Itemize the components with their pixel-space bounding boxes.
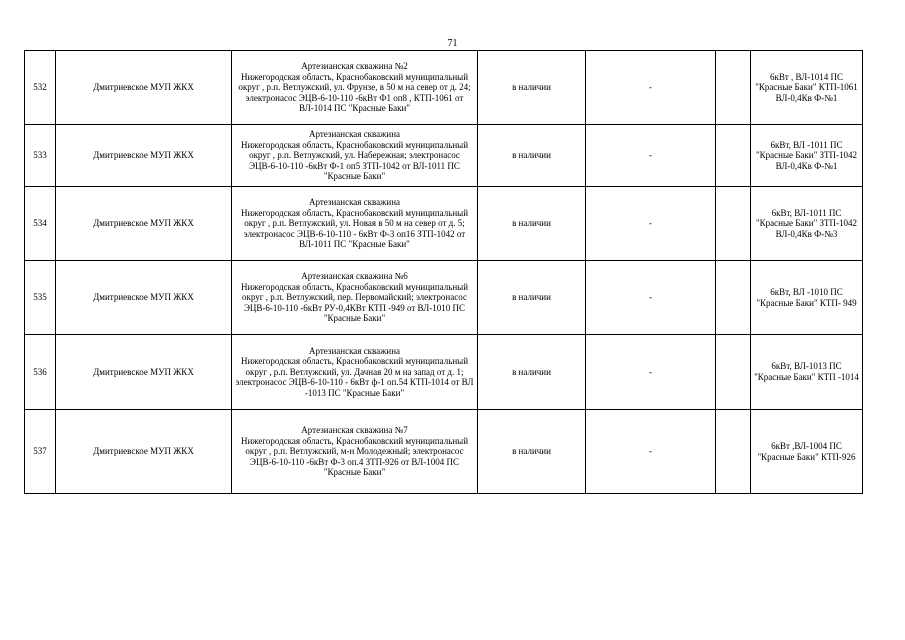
empty-cell [716,125,751,187]
row-number-cell: 532 [25,51,56,125]
power-supply-cell: 6кВт, ВЛ -1010 ПС "Красные Баки" КТП- 949 [751,261,863,335]
dash-cell: - [586,410,716,494]
object-description: Нижегородская область, Краснобаковский муниципальный округ , р.п. Ветлужский, пер. Первомайский; электронасос ЭЦВ-6-10-110 -6кВт РУ-0,4КВт КТП -949 от ВЛ-1010 ПС "Красные Баки" [240,281,469,324]
row-number-cell: 535 [25,261,56,335]
object-cell [232,410,478,494]
table-row [25,187,863,261]
table-row [25,335,863,410]
table-row [25,125,863,187]
object-description: Нижегородская область, Краснобаковский муниципальный округ , р.п. Ветлужский, ул. Новая в 50 м на север от д. 5; электронасос ЭЦВ-6-10-110 - 6кВт Ф-3 оп16 ЗТП-1042 от ВЛ-1011 ПС "Красные Баки" [240,207,469,250]
organization-cell: Дмитриевское МУП ЖКХ [56,125,232,187]
empty-cell [716,410,751,494]
table-row [25,261,863,335]
availability-cell: в наличии [478,125,586,187]
object-title: Артезианская скважина №6 [301,271,408,282]
availability-cell: в наличии [478,335,586,410]
dash-cell: - [586,51,716,125]
availability-cell: в наличии [478,261,586,335]
object-description: Нижегородская область, Краснобаковский муниципальный округ , р.п. Ветлужский, ул. Набережная; электронасос ЭЦВ-6-10-110 -6кВт Ф-1 оп5 ЗТП-1042 от ВЛ-1011 ПС "Красные Баки" [240,139,469,182]
row-number-cell: 534 [25,187,56,261]
row-number-cell: 536 [25,335,56,410]
power-supply-cell: 6кВт , ВЛ-1014 ПС "Красные Баки" КТП-1061 ВЛ-0,4Кв Ф-№1 [751,51,863,125]
object-title: Артезианская скважина №2 [301,61,408,72]
power-supply-cell: 6кВт, ВЛ -1011 ПС "Красные Баки" ЗТП-1042 ВЛ-0,4Кв Ф-№1 [751,125,863,187]
object-title: Артезианская скважина №7 [301,425,408,436]
object-title: Артезианская скважина [308,197,401,208]
availability-cell: в наличии [478,410,586,494]
dash-cell: - [586,335,716,410]
empty-cell [716,187,751,261]
empty-cell [716,51,751,125]
object-title: Артезианская скважина [308,345,401,356]
object-cell [232,261,478,335]
page-number: 71 [447,38,458,49]
wells-registry-table [24,50,863,494]
organization-cell: Дмитриевское МУП ЖКХ [56,51,232,125]
table-row [25,410,863,494]
power-supply-cell: 6кВт, ВЛ-1011 ПС "Красные Баки" ЗТП-1042 ВЛ-0,4Кв Ф-№3 [751,187,863,261]
object-description: Нижегородская область, Краснобаковский муниципальный округ , р.п. Ветлужский, м-н Молодежный; электронасос ЭЦВ-6-10-110 -6кВт Ф-3 оп.4 ЗТП-926 от ВЛ-1004 ПС "Красные Баки" [240,435,469,478]
object-cell [232,125,478,187]
power-supply-cell: 6кВт ,ВЛ-1004 ПС "Красные Баки" КТП-926 [751,410,863,494]
empty-cell [716,261,751,335]
object-title: Артезианская скважина [308,129,401,140]
organization-cell: Дмитриевское МУП ЖКХ [56,335,232,410]
row-number-cell: 537 [25,410,56,494]
empty-cell [716,335,751,410]
availability-cell: в наличии [478,187,586,261]
object-cell [232,187,478,261]
organization-cell: Дмитриевское МУП ЖКХ [56,187,232,261]
organization-cell: Дмитриевское МУП ЖКХ [56,410,232,494]
object-cell [232,335,478,410]
dash-cell: - [586,261,716,335]
availability-cell: в наличии [478,51,586,125]
organization-cell: Дмитриевское МУП ЖКХ [56,261,232,335]
table-row [25,51,863,125]
object-description: Нижегородская область, Краснобаковский муниципальный округ , р.п. Ветлужский, ул. Фрунзе, в 50 м на север от д. 24; электронасос ЭЦВ-6-10-110 -6кВт Ф1 оп8 , КТП-1061 от ВЛ-1014 ПС "Красные Баки" [238,71,471,114]
row-number-cell: 533 [25,125,56,187]
object-description: Нижегородская область, Краснобаковский муниципальный округ , р.п. Ветлужский, ул. Дачная 20 м на запад от д. 1; электронасос ЭЦВ-6-10-110 - 6кВт ф-1 оп.54 КТП-1014 от ВЛ -1013 ПС "Красные Баки" [235,356,474,398]
object-cell [232,51,478,125]
power-supply-cell: 6кВт, ВЛ-1013 ПС "Красные Баки" КТП -1014 [751,335,863,410]
dash-cell: - [586,187,716,261]
dash-cell: - [586,125,716,187]
